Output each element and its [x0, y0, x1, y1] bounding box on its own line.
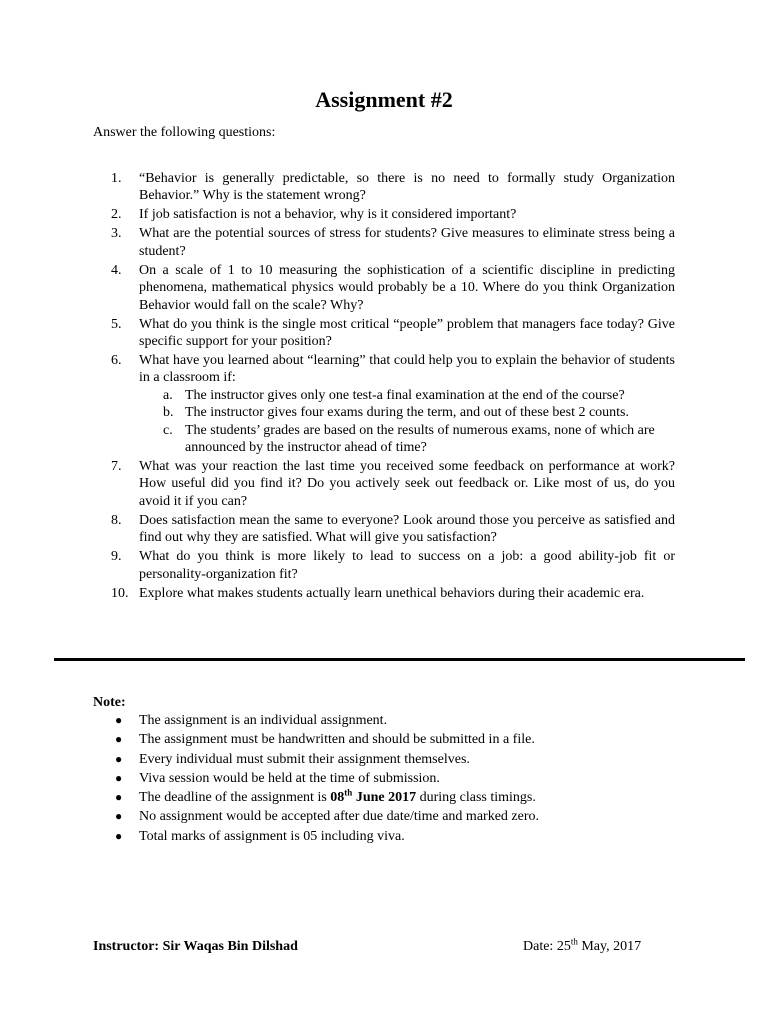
note-item	[93, 750, 693, 769]
question-number: 3.	[111, 226, 122, 242]
deadline-day: 08	[330, 790, 345, 806]
bullet-icon: ●	[115, 751, 123, 766]
question-number: 2.	[111, 207, 122, 223]
sub-question-letter: b.	[163, 405, 174, 421]
date-suffix: th	[570, 936, 578, 947]
question-number: 5.	[111, 316, 122, 332]
question-text: On a scale of 1 to 10 measuring the sophistication of a scientific discipline in predicting phenomena, mathematical physics would probably be a 10. Where do you think Organization Behavior would fall on the scale? Why?	[139, 262, 675, 313]
sub-question-letter: a.	[163, 387, 173, 403]
question-number: 9.	[111, 549, 122, 565]
question-text: What are the potential sources of stress for students? Give measures to eliminate stress being a student?	[139, 226, 675, 259]
question-text: Explore what makes students actually learn unethical behaviors during their academic era.	[139, 585, 645, 601]
question-number: 10.	[111, 585, 129, 601]
question-item	[93, 170, 675, 205]
question-text: If job satisfaction is not a behavior, why is it considered important?	[139, 207, 517, 223]
sub-question-item	[139, 422, 675, 457]
sub-question-list	[139, 387, 675, 457]
note-list	[93, 711, 693, 846]
note-item	[93, 730, 693, 749]
deadline-suffix: during class timings.	[416, 790, 536, 806]
note-item-deadline	[93, 788, 693, 807]
sub-question-item	[139, 404, 675, 421]
deadline-date	[330, 787, 417, 806]
question-number: 1.	[111, 171, 122, 186]
date-prefix: Date: 25	[523, 939, 571, 954]
question-item	[93, 458, 675, 510]
intro-text: Answer the following questions:	[93, 125, 276, 140]
date-rest: May, 2017	[577, 939, 642, 954]
note-heading: Note:	[93, 695, 126, 710]
bullet-icon: ●	[115, 828, 123, 843]
note-text: No assignment would be accepted after due date/time and marked zero.	[139, 809, 540, 825]
question-item	[93, 548, 675, 583]
note-text: Every individual must submit their assignment themselves.	[139, 751, 470, 767]
note-text: The assignment is an individual assignment.	[139, 713, 388, 728]
deadline-prefix: The deadline of the assignment is	[139, 790, 331, 806]
bullet-icon: ●	[115, 732, 123, 747]
deadline-date-rest: June 2017	[352, 790, 417, 806]
question-text: What was your reaction the last time you received some feedback on performance at work? How useful did you find it? Do you actively seek out feedback or. Like most of us, do you avoid it if you can?	[139, 459, 675, 509]
note-item	[93, 711, 693, 730]
question-item	[93, 225, 675, 260]
question-number: 6.	[111, 353, 122, 369]
section-divider	[54, 658, 745, 661]
note-text: Viva session would be held at the time of submission.	[139, 770, 440, 786]
question-number: 8.	[111, 512, 122, 528]
bullet-icon: ●	[115, 809, 123, 824]
document-date	[523, 938, 641, 956]
sub-question-text: The students’ grades are based on the results of numerous exams, none of which are announced by the instructor ahead of time?	[185, 422, 655, 456]
sub-question-text: The instructor gives only one test-a final examination at the end of the course?	[185, 387, 625, 403]
question-item	[93, 262, 675, 314]
question-item	[93, 316, 675, 351]
question-text: What do you think is the single most critical “people” problem that managers face today? Give specific support for your position?	[139, 316, 675, 350]
sub-question-text: The instructor gives four exams during the term, and out of these best 2 counts.	[185, 405, 630, 421]
sub-question-letter: c.	[163, 422, 173, 438]
note-text: Total marks of assignment is 05 including viva.	[139, 828, 405, 844]
deadline-day-suffix: th	[344, 787, 353, 798]
question-item	[93, 352, 675, 456]
note-text: The assignment must be handwritten and should be submitted in a file.	[139, 732, 535, 748]
question-text: “Behavior is generally predictable, so there is no need to formally study Organization Behavior.” Why is the statement wrong?	[139, 171, 675, 204]
note-item	[93, 769, 693, 788]
note-item	[93, 827, 693, 846]
question-item	[93, 585, 675, 602]
bullet-icon: ●	[115, 713, 123, 727]
page-title: Assignment #2	[315, 87, 453, 112]
question-list	[93, 170, 675, 604]
question-text: What have you learned about “learning” that could help you to explain the behavior of students in a classroom if:	[139, 353, 675, 386]
instructor-name: Instructor: Sir Waqas Bin Dilshad	[93, 939, 298, 954]
note-item	[93, 807, 693, 826]
bullet-icon: ●	[115, 790, 123, 805]
question-number: 7.	[111, 459, 122, 475]
question-number: 4.	[111, 262, 122, 278]
question-text: Does satisfaction mean the same to everyone? Look around those you perceive as satisfied and find out why they are satisfied. What will give you satisfaction?	[139, 512, 675, 546]
question-item	[93, 512, 675, 547]
sub-question-item	[139, 387, 675, 404]
question-item	[93, 206, 675, 223]
bullet-icon: ●	[115, 770, 123, 785]
question-text: What do you think is more likely to lead to success on a job: a good ability-job fit or personality-organization fit?	[139, 549, 675, 582]
